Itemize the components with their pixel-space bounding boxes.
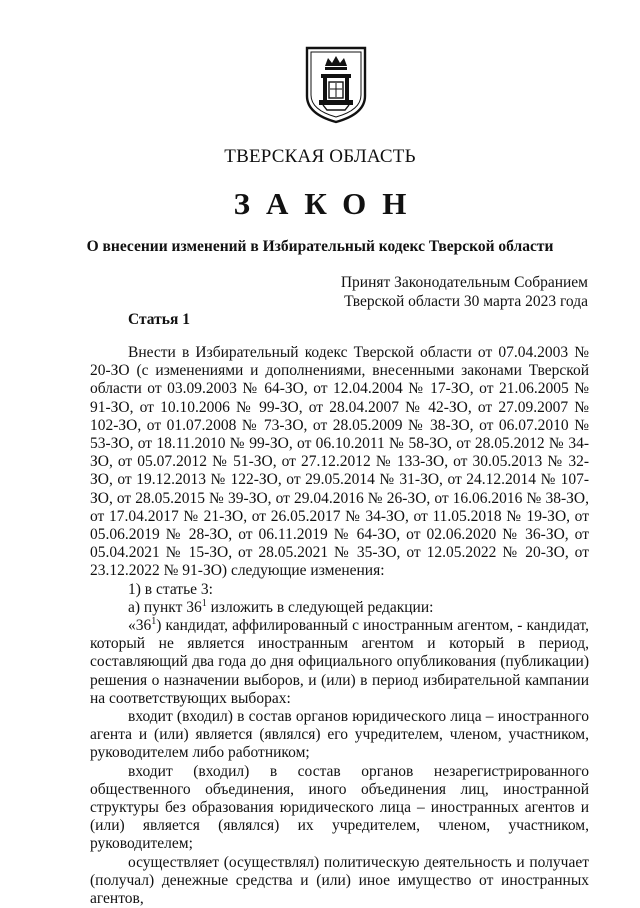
adoption-line-1: Принят Законодательным Собранием (340, 274, 588, 291)
item-a (90, 599, 589, 617)
adoption-line-2: Тверской области 30 марта 2023 года (344, 293, 588, 310)
adoption-note (341, 273, 588, 311)
quote-start: «36 (128, 617, 152, 635)
article-body (90, 344, 589, 908)
paragraph-1: входит (входил) в состав органов юридического лица – иностранного агента и (или) является (являлся) его учредителем, членом, участником, руководителем либо работником; (90, 708, 589, 762)
article-heading: Статья 1 (128, 311, 190, 328)
region-title: ТВЕРСКАЯ ОБЛАСТЬ (224, 146, 416, 167)
paragraph-3: осуществляет (осуществлял) политическую деятельность и получает (получал) денежные средства и (или) иное имущество от иностранных агентов, (90, 853, 589, 908)
quote-superscript: 1 (151, 615, 157, 627)
item-a-superscript: 1 (201, 597, 207, 609)
intro-paragraph: Внести в Избирательный кодекс Тверской области от 07.04.2003 № 20-ЗО (с изменениями и дополнениями, внесенными законами Тверской области от 03.09.2003 № 64-ЗО, от 12.04.2004 № 17-ЗО, от 21.06.2005 № 91-ЗО, от 10.10.2006 № 99-ЗО, от 28.04.2007 № 42-ЗО, от 27.09.2007 № 102-ЗО, от 01.07.2008 № 73-ЗО, от 28.05.2009 № 38-ЗО, от 06.07.2010 № 53-ЗО, от 18.11.2010 № 99-ЗО, от 06.10.2011 № 58-ЗО, от 28.05.2012 № 34-ЗО, от 05.07.2012 № 51-ЗО, от 27.12.2012 № 133-ЗО, от 30.05.2013 № 32-ЗО, от 19.12.2013 № 122-ЗО, от 29.05.2014 № 31-ЗО, от 24.12.2014 № 107-ЗО, от 28.05.2015 № 39-ЗО, от 29.04.2016 № 26-ЗО, от 16.06.2016 № 38-ЗО, от 17.04.2017 № 21-ЗО, от 26.05.2017 № 34-ЗО, от 11.05.2018 № 19-ЗО, от 05.06.2019 № 28-ЗО, от 06.11.2019 № 64-ЗО, от 02.06.2020 № 36-ЗО, от 05.04.2021 № 15-ЗО, от 28.05.2021 № 35-ЗО, от 12.05.2022 № 20-ЗО, от 23.12.2022 № 91-ЗО) следующие изменения: (90, 344, 589, 580)
law-title: О внесении изменений в Избирательный кодекс Тверской области (86, 238, 554, 255)
coat-of-arms-emblem (303, 44, 369, 124)
item-a-tail: изложить в следующей редакции: (206, 598, 434, 616)
item-a-text: а) пункт 36 (128, 598, 202, 616)
quoted-definition (90, 617, 589, 708)
item-1: 1) в статье 3: (128, 580, 213, 598)
quote-text: ) кандидат, аффилированный с иностранным агентом, - кандидат, который не является иностранным агентом и который в период, составляющий два года до дня официального опубликования (публикации) решения о назначении выборов, и (или) в период избирательной кампании на соответствующих выборах: (90, 617, 589, 707)
document-type: ЗАКОН (233, 186, 423, 221)
paragraph-2: входит (входил) в состав органов незарегистрированного общественного объединения, иного объединения лиц, иностранной структуры без образования юридического лица – иностранных агентов и (или) является (являлся) их учредителем, членом, участником, руководителем; (90, 762, 589, 853)
